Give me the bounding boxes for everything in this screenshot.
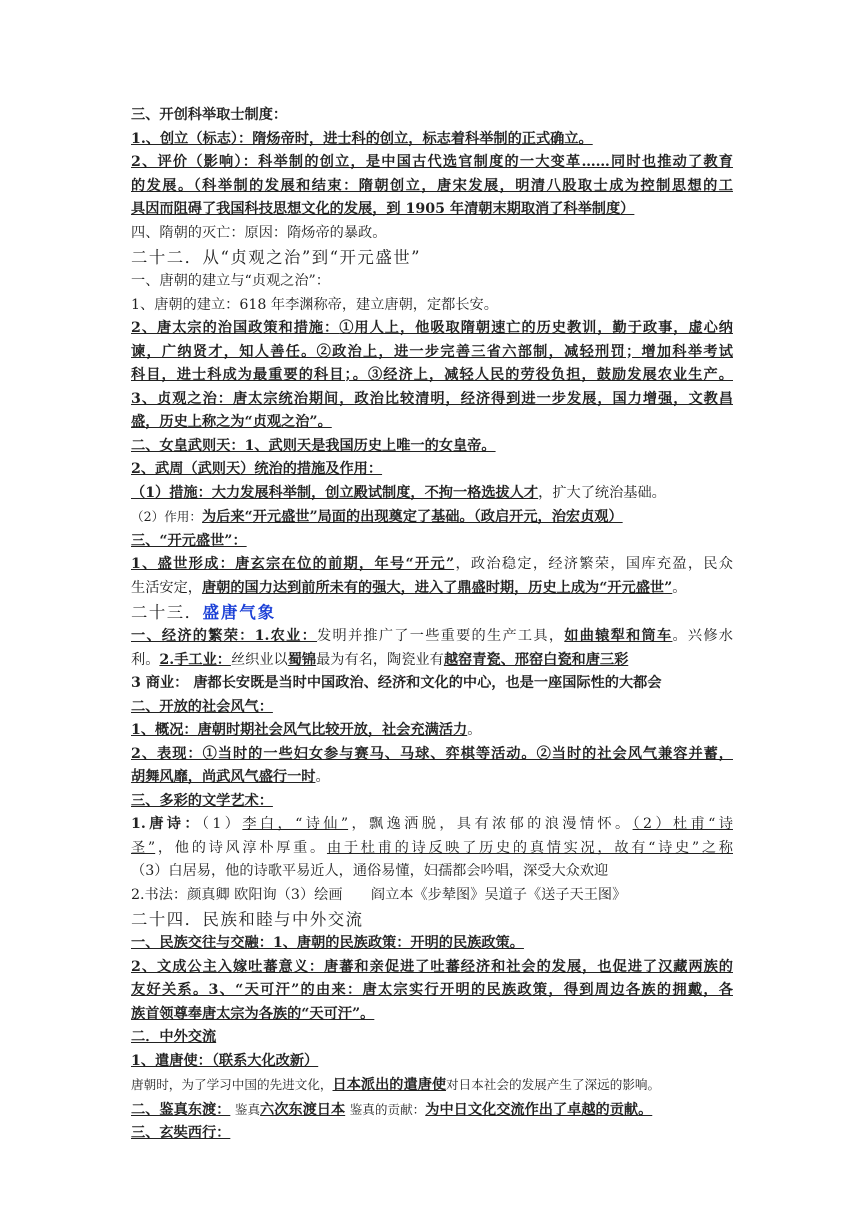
section-heading: 三、“开元盛世”： bbox=[131, 532, 247, 549]
paragraph: 四、隋朝的灭亡：原因：隋炀帝的暴政。 bbox=[131, 224, 387, 241]
paragraph: 3 商业： 唐都长安既是当时中国政治、经济和文化的中心，也是一座国际性的大都会 bbox=[131, 675, 662, 691]
paragraph: 1、遣唐使：（联系大化改新） bbox=[131, 1052, 319, 1069]
section-heading-keju: 三、开创科举取士制度： bbox=[131, 107, 288, 123]
paragraph: 2、唐太宗的治国政策和措施：①用人上，他吸取隋朝速亡的历史教训，勤于政事，虚心纳 bbox=[131, 320, 733, 336]
paragraph: 2.书法：颜真卿 欧阳询（3）绘画 阎立本《步辇图》吴道子《送子天王图》 bbox=[131, 886, 627, 903]
paragraph: （3）白居易，他的诗歌平易近人，通俗易懂，妇孺都会吟唱，深受大众欢迎 bbox=[131, 863, 609, 879]
paragraph: 1.、创立（标志）：隋炀帝时，进士科的创立，标志着科举制的正式确立。 bbox=[131, 130, 593, 147]
paragraph: （1）措施：大力发展科举制，创立殿试制度，不拘一格选拔人才，扩大了统治基础。 bbox=[131, 484, 666, 501]
paragraph: 科目，进士科成为最重要的科目；。③经济上，减轻人民的劳役负担，鼓励发展农业生产。 bbox=[131, 367, 733, 383]
paragraph: 1、盛世形成：唐玄宗在位的前期，年号“开元”，政治稳定，经济繁荣，国库充盈，民众 bbox=[131, 556, 733, 572]
section-heading: 二、女皇武则天：1、武则天是我国历史上唯一的女皇帝。 bbox=[131, 437, 496, 454]
section-heading: 三、玄奘西行： bbox=[131, 1125, 231, 1141]
paragraph: 盛，历史上称之为“贞观之治”。 bbox=[131, 414, 332, 430]
chapter-title: 二十四．民族和睦与中外交流 bbox=[131, 910, 364, 929]
paragraph: 圣”，他的诗风淳朴厚重。由于杜甫的诗反映了历史的真情实况，故有“诗史”之称 bbox=[131, 839, 733, 856]
paragraph: 友好关系。3、“天可汗”的由来：唐太宗实行开明的民族政策，得到周边各族的拥戴，各 bbox=[131, 982, 733, 998]
paragraph: 2、文成公主入嫁吐蕃意义：唐蕃和亲促进了吐蕃经济和社会的发展，也促进了汉藏两族的 bbox=[131, 958, 733, 975]
section-heading: 一、民族交往与交融：1、唐朝的民族政策：开明的民族政策。 bbox=[131, 935, 524, 951]
paragraph: 1、唐朝的建立：618 年李渊称帝，建立唐朝，定都长安。 bbox=[131, 296, 498, 313]
paragraph: 二、鉴真东渡： 鉴真六次东渡日本 鉴真的贡献：为中日文化交流作出了卓越的贡献。 bbox=[131, 1101, 653, 1118]
paragraph: 2、评价（影响）：科举制的创立，是中国古代选官制度的一大变革……同时也推动了教育 bbox=[131, 154, 733, 170]
section-heading: 一、唐朝的建立与“贞观之治”： bbox=[131, 273, 330, 289]
paragraph: 族首领尊奉唐太宗为各族的“天可汗”。 bbox=[131, 1005, 375, 1022]
paragraph: 具因而阻碍了我国科技思想文化的发展，到 1905 年清朝末期取消了科举制度） bbox=[131, 201, 635, 217]
section-heading: 三、多彩的文学艺术： bbox=[131, 792, 273, 809]
paragraph: 生活安定，唐朝的国力达到前所未有的强大，进入了鼎盛时期，历史上成为“开元盛世”。 bbox=[131, 579, 687, 596]
paragraph: 一、经济的繁荣：1.农业：发明并推广了一些重要的生产工具，如曲辕犁和筒车。兴修水 bbox=[131, 628, 733, 644]
paragraph: 的发展。（科举制的发展和结束：隋朝创立，唐宋发展，明清八股取士成为控制思想的工 bbox=[131, 177, 733, 194]
section-heading: 二、开放的社会风气： bbox=[131, 698, 273, 715]
section-heading: 二．中外交流 bbox=[131, 1029, 217, 1045]
document-page bbox=[131, 104, 733, 1146]
paragraph: 唐朝时，为了学习中国的先进文化，日本派出的遣唐使对日本社会的发展产生了深远的影响。 bbox=[131, 1077, 661, 1093]
paragraph: 胡舞风靡，尚武风气盛行一时。 bbox=[131, 769, 330, 785]
chapter-title: 二十三．盛唐气象 bbox=[131, 603, 277, 622]
paragraph: 1.唐诗：（1）李白，“诗仙”，飘逸洒脱，具有浓郁的浪漫情怀。（2）杜甫“诗 bbox=[131, 816, 733, 832]
paragraph: 利。2.手工业：丝织业以蜀锦最为有名，陶瓷业有越窑青瓷、邢窑白瓷和唐三彩 bbox=[131, 651, 629, 668]
paragraph: 2、表现：①当时的一些妇女参与赛马、马球、弈棋等活动。②当时的社会风气兼容并蓄， bbox=[131, 745, 733, 762]
chapter-title: 二十二．从“贞观之治”到“开元盛世” bbox=[131, 248, 421, 267]
paragraph: （2）作用：为后来“开元盛世”局面的出现奠定了基础。（政启开元，治宏贞观） bbox=[131, 509, 623, 525]
paragraph: 谏，广纳贤才，知人善任。②政治上，进一步完善三省六部制，减轻刑罚；增加科举考试 bbox=[131, 343, 733, 360]
paragraph: 2、武周（武则天）统治的措施及作用： bbox=[131, 461, 383, 477]
paragraph: 3、贞观之治：唐太宗统治期间，政治比较清明，经济得到进一步发展，国力增强，文教昌 bbox=[131, 390, 733, 407]
paragraph: 1、概况：唐朝时期社会风气比较开放，社会充满活力。 bbox=[131, 722, 482, 738]
